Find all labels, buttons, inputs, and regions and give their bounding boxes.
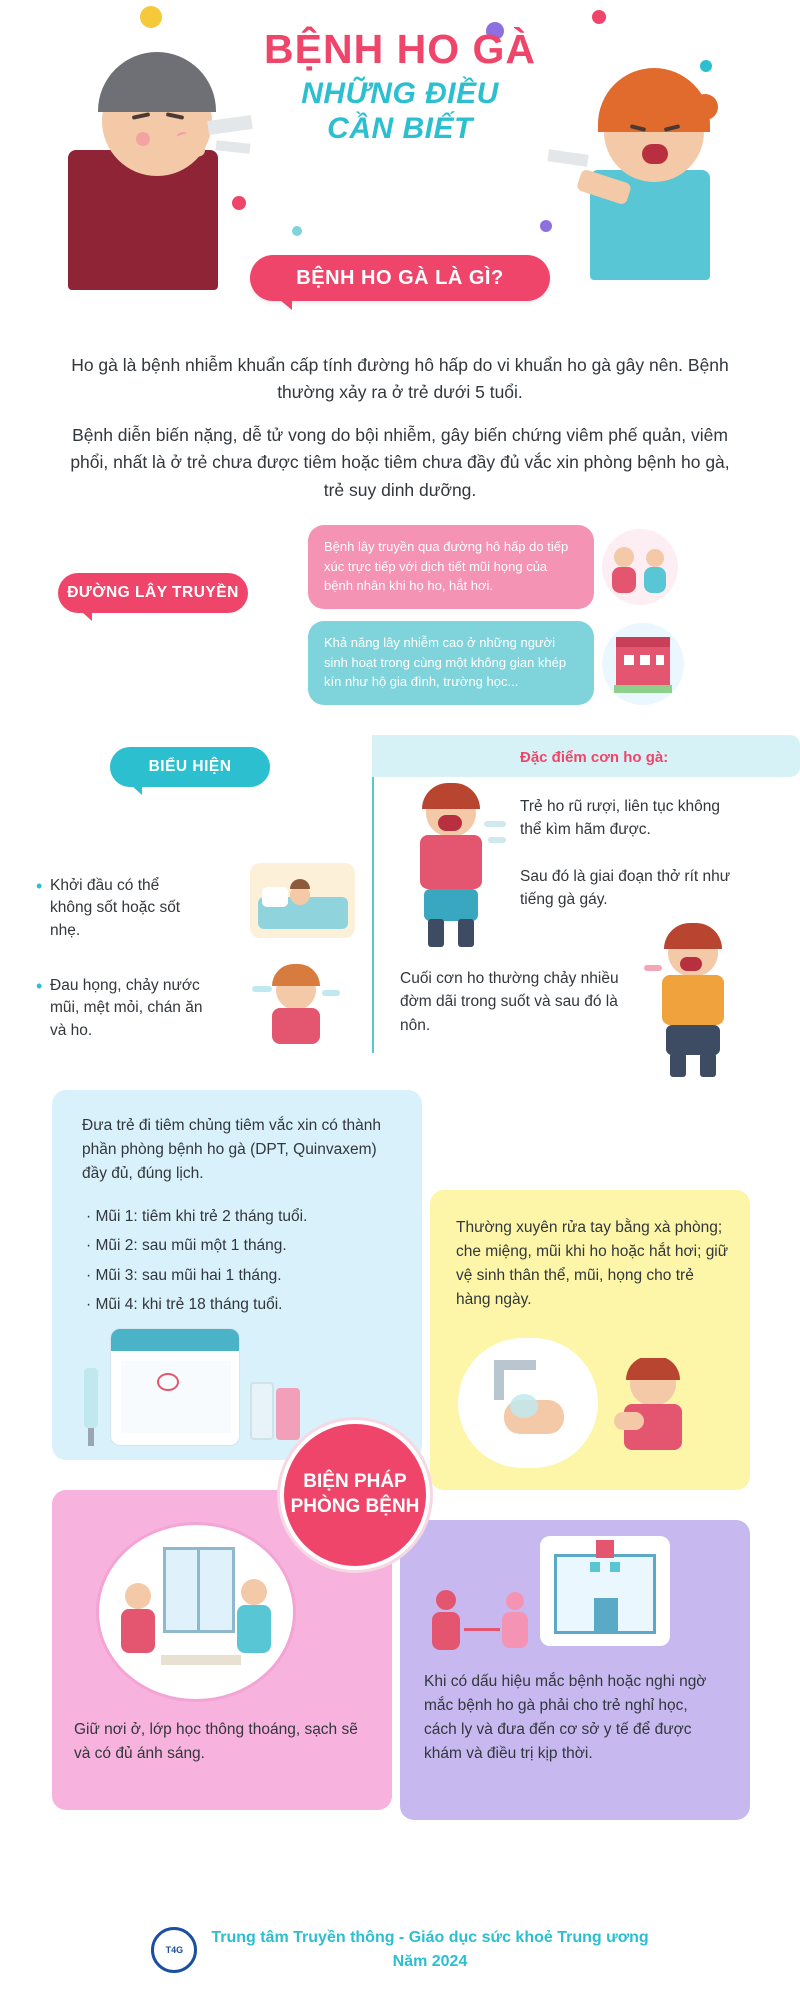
vomiting-boy-illustration — [640, 925, 750, 1080]
coughing-boy-illustration — [398, 785, 508, 950]
dose-item-3: · Mũi 3: sau mũi hai 1 tháng. — [86, 1261, 386, 1290]
prevention-badge — [280, 1420, 430, 1570]
prevention-card-isolation-text: Khi có dấu hiệu mắc bệnh hoặc nghi ngờ mắc bệnh ho gà phải cho trẻ nghỉ học, cách ly và đưa đến cơ sở y tế để được khám và điều trị kịp thời. — [424, 1673, 707, 1763]
transmission-illustration-school — [602, 623, 684, 705]
prevention-badge-line1: BIỆN PHÁP — [303, 1471, 407, 1493]
symptom-right-item-1: Trẻ ho rũ rượi, liên tục không thể kìm hãm được. — [520, 798, 721, 839]
transmission-bubble-1: Bệnh lây truyền qua đường hô hấp do tiếp xúc trực tiếp với dịch tiết mũi họng của bệnh nhân khi họ ho, hắt hơi. — [308, 525, 594, 609]
hospital-illustration — [540, 1536, 670, 1646]
footer-line-2: Năm 2024 — [392, 1953, 468, 1970]
confetti-dot — [540, 220, 552, 232]
title-block — [200, 28, 600, 146]
symptom-right-item-3: Cuối cơn ho thường chảy nhiều đờm dãi trong suốt và sau đó là nôn. — [400, 970, 619, 1034]
page-subtitle-line2: CẦN BIẾT — [327, 111, 473, 145]
symptoms-divider — [372, 743, 374, 1053]
handwashing-illustration — [458, 1338, 598, 1468]
page-subtitle — [200, 77, 600, 146]
symptom-right-item-2: Sau đó là giai đoạn thở rít như tiếng gà gáy. — [520, 868, 731, 909]
footer — [0, 1900, 800, 2000]
cleaning-room-illustration — [96, 1522, 296, 1702]
header-section — [0, 0, 800, 330]
footer-line-1: Trung tâm Truyền thông - Giáo dục sức khoẻ Trung ương — [211, 1929, 649, 1946]
cover-cough-illustration — [600, 1358, 710, 1470]
footer-text — [211, 1926, 648, 1974]
distance-illustration — [430, 1582, 540, 1662]
prevention-card-ventilation-text: Giữ nơi ở, lớp học thông thoáng, sạch sẽ và có đủ ánh sáng. — [74, 1721, 358, 1763]
section-pill-what-is-pertussis: BỆNH HO GÀ LÀ GÌ? — [250, 255, 550, 301]
syringe-illustration — [70, 1362, 110, 1446]
intro-text — [60, 352, 740, 504]
prevention-dose-list — [86, 1202, 386, 1320]
confetti-dot — [292, 226, 302, 236]
dose-item-2: · Mũi 2: sau mũi một 1 tháng. — [86, 1231, 386, 1260]
sick-child-in-bed-illustration — [250, 863, 355, 938]
prevention-card-hygiene-text: Thường xuyên rửa tay bằng xà phòng; che miệng, mũi khi ho hoặc hắt hơi; giữ vệ sinh thân thể, mũi, họng cho trẻ hàng ngày. — [456, 1219, 729, 1309]
confetti-dot — [592, 10, 606, 24]
organization-logo-icon: T4G — [151, 1927, 197, 1973]
transmission-bubble-2: Khả năng lây nhiễm cao ở những người sinh hoạt trong cùng một không gian khép kín như hộ gia đình, trường học... — [308, 621, 594, 705]
intro-paragraph-2: Bệnh diễn biến nặng, dễ tử vong do bội nhiễm, gây biến chứng viêm phế quản, viêm phổi, nhất là ở trẻ chưa được tiêm hoặc tiêm chưa đầy đủ vắc xin phòng bệnh ho gà, trẻ suy dinh dưỡng. — [70, 425, 730, 500]
prevention-section — [0, 1090, 800, 1880]
transmission-illustration-people — [602, 529, 678, 605]
vaccination-calendar-illustration — [110, 1328, 240, 1446]
prevention-card-vaccine-text: Đưa trẻ đi tiêm chủng tiêm vắc xin có thành phần phòng bệnh ho gà (DPT, Quinvaxem) đầy đủ, đúng lịch. — [82, 1117, 381, 1183]
dose-item-4: · Mũi 4: khi trẻ 18 tháng tuổi. — [86, 1290, 386, 1319]
symptoms-right-heading: Đặc điểm cơn ho gà: — [520, 749, 669, 766]
symptoms-label: BIỂU HIỆN — [110, 747, 270, 787]
symptom-item-2: • Đau họng, chảy nước mũi, mệt mỏi, chán ăn và ho. — [50, 975, 215, 1042]
sneezing-child-illustration — [250, 960, 350, 1045]
symptom-item-1: • Khởi đầu có thể không sốt hoặc sốt nhẹ. — [50, 875, 195, 942]
confetti-dot — [140, 6, 162, 28]
prevention-badge-line2: PHÒNG BỆNH — [290, 1496, 420, 1517]
intro-paragraph-1: Ho gà là bệnh nhiễm khuẩn cấp tính đường hô hấp do vi khuẩn ho gà gây nên. Bệnh thường xảy ra ở trẻ dưới 5 tuổi. — [71, 355, 729, 403]
transmission-section — [0, 525, 800, 720]
vaccine-vial-illustration — [246, 1366, 302, 1446]
page-title: BỆNH HO GÀ — [264, 26, 536, 72]
symptoms-section — [0, 735, 800, 1080]
dose-item-1: · Mũi 1: tiêm khi trẻ 2 tháng tuổi. — [86, 1202, 386, 1231]
transmission-label: ĐƯỜNG LÂY TRUYỀN — [58, 573, 248, 613]
page-subtitle-line1: NHỮNG ĐIỀU — [301, 77, 499, 111]
